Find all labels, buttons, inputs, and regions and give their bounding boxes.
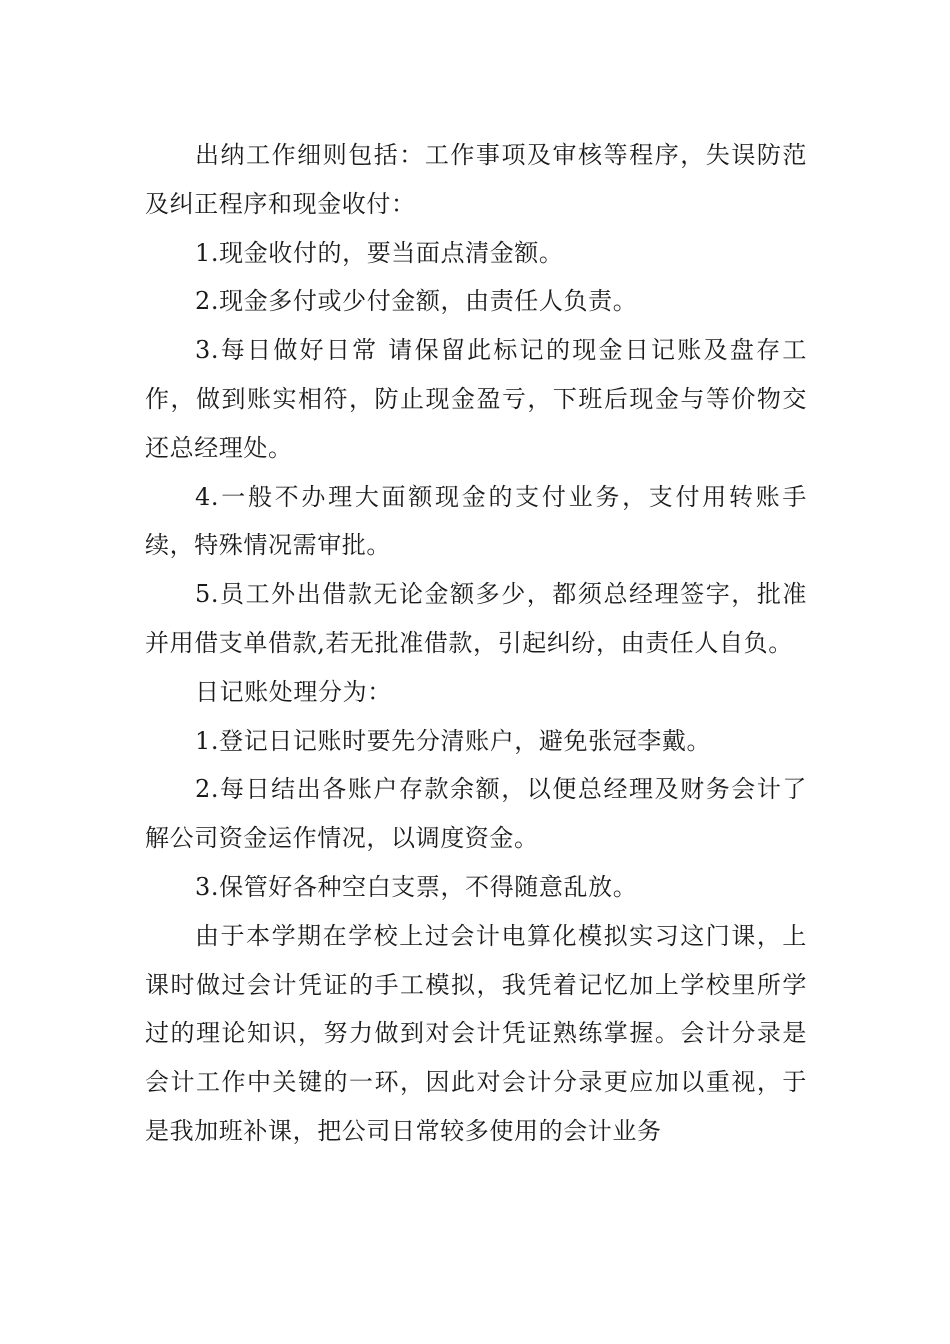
paragraph-cashier-rules-intro: 出纳工作细则包括：工作事项及审核等程序，失误防范及纠正程序和现金收付： (145, 141, 807, 218)
paragraph-journal-rule-2: 2.每日结出各账户存款余额，以便总经理及财务会计了解公司资金运作情况，以调度资金。 (145, 775, 807, 853)
paragraph-cash-rule-1: 1.现金收付的，要当面点清金额。 (195, 238, 564, 267)
paragraph-accounting-practice: 由于本学期在学校上过会计电算化模拟实习这门课，上课时做过会计凭证的手工模拟，我凭着记忆加上学校里所学过的理论知识，努力做到对会计凭证熟练掌握。会计分录是会计工作中关键的一环，因此对会计分录更应加以重视，于是我加班补课，把公司日常较多使用的会计业务 (145, 921, 807, 1145)
paragraph-journal-rule-3: 3.保管好各种空白支票，不得随意乱放。 (195, 872, 638, 901)
paragraph-cash-rule-4: 4.一般不办理大面额现金的支付业务，支付用转账手续，特殊情况需审批。 (145, 482, 807, 560)
paragraph-journal-rule-1: 1.登记日记账时要先分清账户，避免张冠李戴。 (195, 726, 712, 755)
paragraph-cash-rule-5: 5.员工外出借款无论金额多少，都须总经理签字，批准并用借支单借款,若无批准借款，引起纠纷，由责任人自负。 (145, 580, 807, 657)
document-body (145, 131, 807, 1156)
paragraph-cash-rule-2: 2.现金多付或少付金额，由责任人负责。 (195, 287, 638, 316)
paragraph-cash-rule-3: 3.每日做好日常 请保留此标记的现金日记账及盘存工作，做到账实相符，防止现金盈亏，下班后现金与等价物交还总经理处。 (145, 336, 807, 462)
paragraph-journal-intro: 日记账处理分为： (195, 677, 392, 706)
